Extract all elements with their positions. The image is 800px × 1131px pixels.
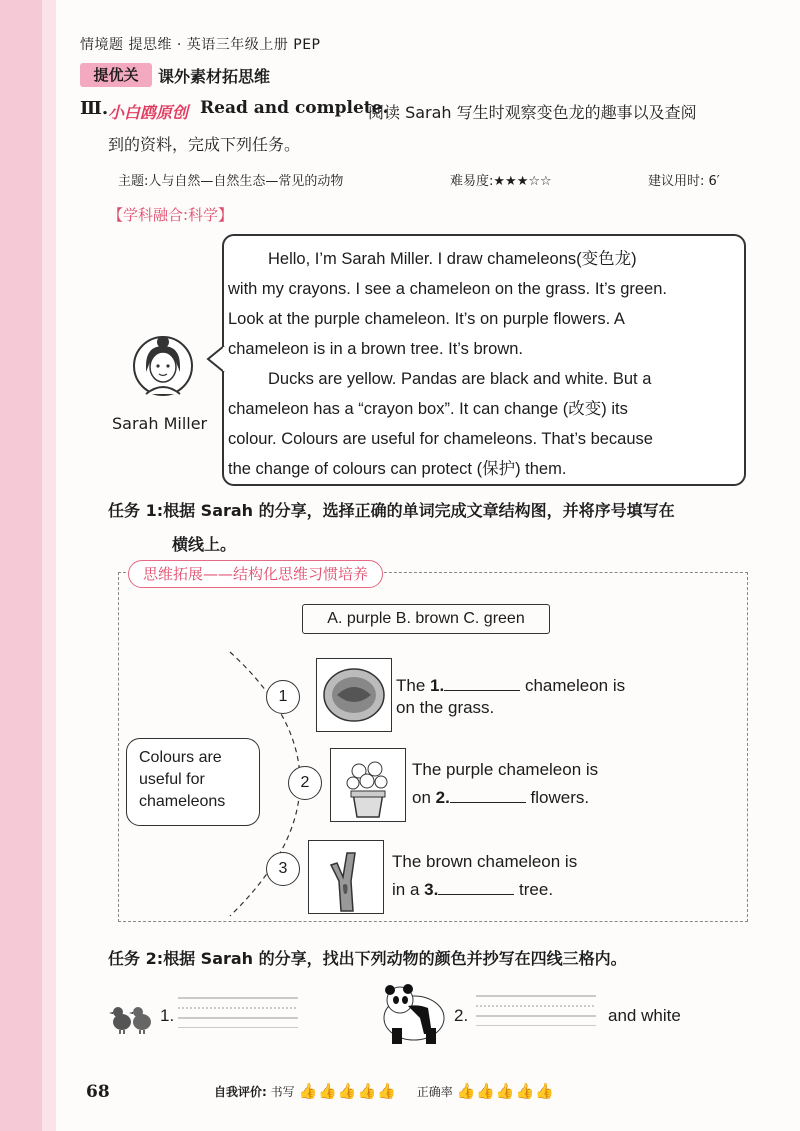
- item-number: 1: [266, 680, 300, 714]
- answer-blank-1[interactable]: [444, 676, 520, 691]
- speech-bubble-tail: [206, 344, 226, 374]
- writing-lines-2[interactable]: [476, 994, 596, 1026]
- sentence-text: on: [412, 788, 436, 807]
- task2-instruction: 任务 2:根据 Sarah 的分享，找出下列动物的颜色并抄写在四线三格内。: [108, 949, 627, 968]
- sentence-text: The purple chameleon is: [412, 760, 599, 779]
- task2-item1-number: 1.: [160, 1006, 175, 1025]
- story-line: Hello, I’m Sarah Miller. I draw chameleons(变色龙): [268, 250, 637, 268]
- colours-useful-box: [126, 738, 260, 826]
- page-number: 68: [86, 1082, 110, 1102]
- center-box-line: chameleons: [139, 793, 226, 810]
- avatar-girl-icon: [132, 332, 194, 408]
- item-number: 2: [288, 766, 322, 800]
- ducks-icon: [108, 1000, 158, 1036]
- sentence-text: The brown chameleon is: [392, 852, 578, 871]
- writing-lines-1[interactable]: [178, 996, 298, 1028]
- story-line: Look at the purple chameleon. It’s on purple flowers. A: [228, 310, 625, 328]
- sentence-text: tree.: [514, 880, 554, 899]
- blank-number: 1.: [430, 676, 445, 695]
- story-line: chameleon is in a brown tree. It’s brown.: [228, 340, 524, 358]
- sentence-text: in a: [392, 880, 425, 899]
- answer-blank-2[interactable]: [450, 788, 526, 803]
- grass-icon: [316, 658, 392, 732]
- question-number: Ⅲ.: [80, 98, 109, 119]
- self-evaluation: [214, 1082, 555, 1100]
- section-title: 课外素材拓思维: [158, 67, 271, 86]
- center-box-line: useful for: [139, 771, 205, 788]
- blank-number: 3.: [424, 880, 439, 899]
- story-line: Ducks are yellow. Pandas are black and white. But a: [268, 370, 652, 388]
- story-line: the change of colours can protect (保护) them.: [228, 460, 567, 478]
- speaker-name: Sarah Miller: [112, 414, 208, 433]
- meta-time: 建议用时: 6′: [648, 174, 720, 189]
- writing-thumbs-icon[interactable]: 👍👍👍👍👍: [298, 1082, 397, 1100]
- flower-pot-icon: [330, 748, 406, 822]
- accuracy-label: 正确率: [416, 1085, 453, 1099]
- sentence-text: on the grass.: [396, 698, 495, 717]
- answer-blank-3[interactable]: [438, 880, 514, 895]
- brand-label: 小白鸥原创: [108, 103, 189, 122]
- item-number: 3: [266, 852, 300, 886]
- center-box-line: Colours are: [139, 749, 222, 766]
- task1-instruction-cont: 横线上。: [172, 535, 237, 554]
- meta-difficulty: 难易度:★★★☆☆: [450, 174, 552, 189]
- writing-label: 书写: [270, 1085, 295, 1099]
- section-tag: 提优关: [80, 63, 152, 87]
- sentence-1: [396, 672, 625, 722]
- question-title: Read and complete.: [200, 98, 389, 118]
- story-text: [228, 244, 742, 484]
- meta-theme: 主题:人与自然—自然生态—常见的动物: [118, 174, 344, 189]
- task1-instruction: 任务 1:根据 Sarah 的分享，选择正确的单词完成文章结构图，并将序号填写在: [108, 501, 675, 520]
- story-line: colour. Colours are useful for chameleons. That’s because: [228, 430, 653, 448]
- question-instruction-1: 阅读 Sarah 写生时观察变色龙的趣事以及查阅: [368, 103, 697, 122]
- self-eval-label: 自我评价:: [214, 1085, 267, 1099]
- word-options: A. purple B. brown C. green: [302, 604, 550, 634]
- page-header: 情境题 提思维 · 英语三年级上册 PEP: [80, 37, 321, 53]
- story-line: with my crayons. I see a chameleon on the grass. It’s green.: [228, 280, 667, 298]
- page-edge-left: [0, 0, 42, 1131]
- story-line: chameleon has a “crayon box”. It can change (改变) its: [228, 400, 628, 418]
- sentence-text: chameleon is: [520, 676, 626, 695]
- sentence-text: flowers.: [525, 788, 590, 807]
- blank-number: 2.: [435, 788, 450, 807]
- accuracy-thumbs-icon[interactable]: 👍👍👍👍👍: [456, 1082, 555, 1100]
- task2-item2-number: 2.: [454, 1006, 469, 1025]
- panda-icon: [378, 980, 450, 1048]
- page-edge-left-inner: [42, 0, 56, 1131]
- question-instruction-2: 到的资料，完成下列任务。: [108, 135, 301, 154]
- sentence-2: [412, 756, 598, 812]
- sentence-text: The: [396, 676, 431, 695]
- tree-branch-icon: [308, 840, 384, 914]
- sentence-3: [392, 848, 577, 904]
- extension-tag: 思维拓展——结构化思维习惯培养: [128, 560, 383, 588]
- task2-item2-suffix: and white: [608, 1006, 681, 1025]
- subject-tag: 【学科融合:科学】: [108, 206, 234, 224]
